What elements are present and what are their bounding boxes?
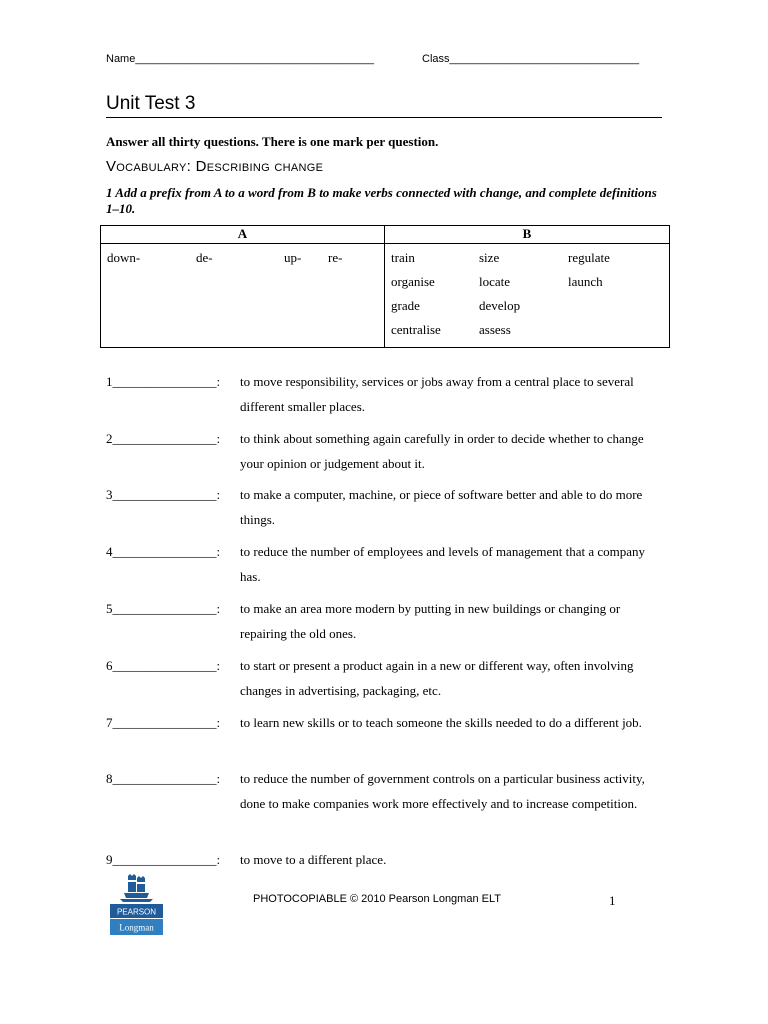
word-cell xyxy=(385,244,670,348)
column-a-header: A xyxy=(101,226,385,244)
definition-text: to think about something again carefully in order to decide whether to change your opinion or judgement about it. xyxy=(240,431,644,471)
answer-blank: 3________________: xyxy=(106,487,221,502)
answer-blank: 1________________: xyxy=(106,374,221,389)
definition-text: to make a computer, machine, or piece of software better and able to do more things. xyxy=(240,487,643,527)
base-word: launch xyxy=(568,274,603,289)
answer-blank: 2________________: xyxy=(106,431,221,446)
base-word: locate xyxy=(479,274,511,289)
list-item xyxy=(106,426,666,482)
section-title: Vocabulary: Describing change xyxy=(106,158,324,175)
base-word: size xyxy=(479,250,500,265)
column-b-header: B xyxy=(385,226,670,244)
prefix-word: down- xyxy=(107,250,141,265)
name-field: Name_______________________________________ xyxy=(106,53,374,65)
base-word: train xyxy=(391,250,415,265)
base-word: regulate xyxy=(568,250,610,265)
base-word: organise xyxy=(391,274,435,289)
list-item xyxy=(106,482,666,539)
prefix-word: up- xyxy=(284,250,302,265)
list-item xyxy=(106,847,666,873)
definition-text: to move responsibility, services or jobs away from a central place to several different smaller places. xyxy=(240,374,634,414)
definition-list xyxy=(106,369,666,873)
class-field: Class_______________________________ xyxy=(422,53,640,65)
prefix-cell xyxy=(101,244,385,348)
definition-text: to make an area more modern by putting in new buildings or changing or repairing the old ones. xyxy=(240,601,621,641)
definition-text: to move to a different place. xyxy=(240,852,387,867)
answer-blank: 6________________: xyxy=(106,658,221,673)
list-item xyxy=(106,369,666,426)
list-item xyxy=(106,766,666,847)
test-instruction: Answer all thirty questions. There is one mark per question. xyxy=(106,134,439,149)
prefix-word: de- xyxy=(196,250,213,265)
base-word: develop xyxy=(479,298,521,313)
answer-blank: 8________________: xyxy=(106,771,221,786)
task-instruction: 1 Add a prefix from A to a word from B to make verbs connected with change, and complete definitions 1–10. xyxy=(106,185,657,216)
list-item xyxy=(106,596,666,653)
prefix-word: re- xyxy=(328,250,343,265)
pearson-longman-logo xyxy=(110,872,163,936)
definition-text: to learn new skills or to teach someone the skills needed to do a different job. xyxy=(240,715,642,730)
base-word: assess xyxy=(479,322,511,337)
word-table xyxy=(100,225,670,348)
list-item xyxy=(106,710,666,766)
definition-text: to reduce the number of employees and levels of management that a company has. xyxy=(240,544,646,584)
base-word: centralise xyxy=(391,322,441,337)
logo-text-pearson: PEARSON xyxy=(116,907,157,917)
copyright-footer: PHOTOCOPIABLE © 2010 Pearson Longman ELT xyxy=(253,893,501,905)
page-number: 1 xyxy=(609,893,616,908)
definition-text: to start or present a product again in a new or different way, often involving changes in advertising, packaging, etc. xyxy=(240,658,634,698)
answer-blank: 7________________: xyxy=(106,715,221,730)
list-item xyxy=(106,653,666,710)
base-word: grade xyxy=(391,298,420,313)
answer-blank: 9________________: xyxy=(106,852,221,867)
page-title: Unit Test 3 xyxy=(106,92,662,118)
answer-blank: 4________________: xyxy=(106,544,221,559)
definition-text: to reduce the number of government controls on a particular business activity, done to make companies work more effectively and to increase competition. xyxy=(240,771,645,811)
answer-blank: 5________________: xyxy=(106,601,221,616)
logo-text-longman: Longman xyxy=(119,922,154,933)
list-item xyxy=(106,539,666,596)
